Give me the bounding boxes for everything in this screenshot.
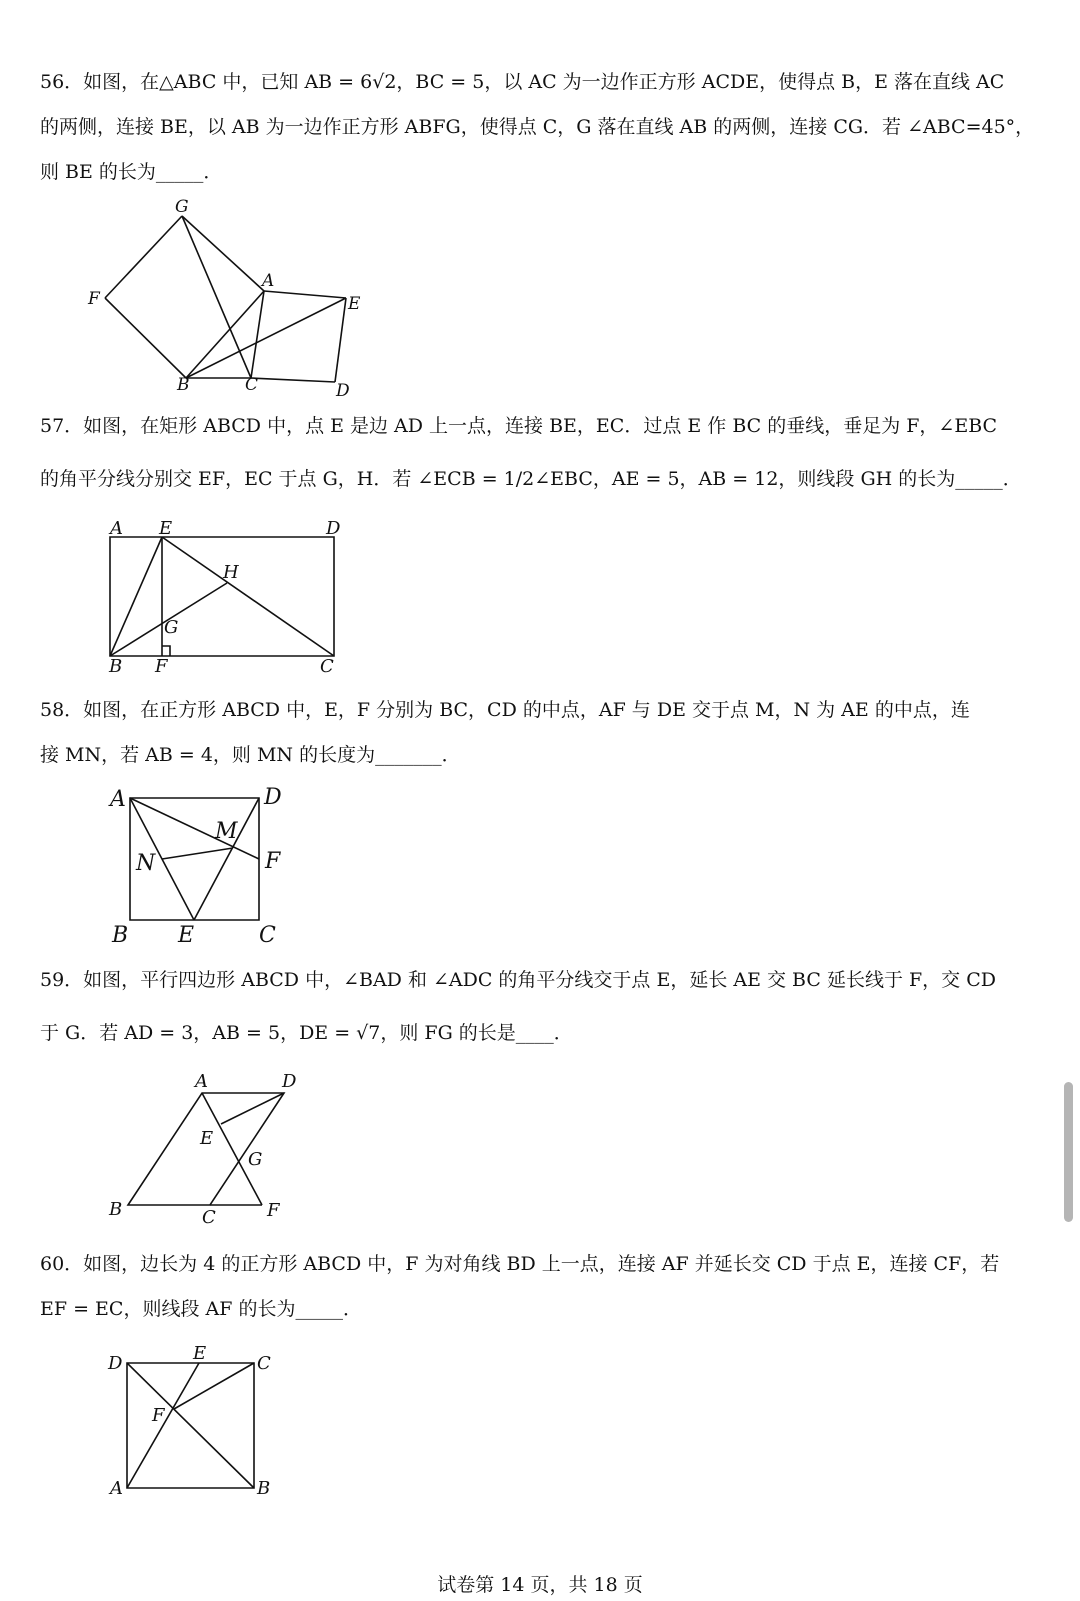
fig58-label-C: C [259, 923, 276, 948]
fig56-label-D: D [336, 381, 350, 401]
vertical-scrollbar[interactable] [1064, 1082, 1073, 1222]
fig60-label-D: D [108, 1353, 123, 1374]
q60-line-1: 60．如图，边长为 4 的正方形 ABCD 中，F 为对角线 BD 上一点，连接 AF 并延长交 CD 于点 E，连接 CF，若 [40, 1253, 1000, 1275]
fig59-label-D: D [282, 1071, 297, 1092]
fig59-label-B: B [109, 1199, 123, 1220]
fig58-label-M: M [215, 819, 238, 844]
fig59-label-A: A [195, 1071, 208, 1092]
q60-line-2: EF = EC，则线段 AF 的长为_____． [40, 1298, 362, 1320]
fig58-label-N: N [136, 851, 156, 876]
q56-line-2: 的两侧，连接 BE，以 AB 为一边作正方形 ABFG，使得点 C，G 落在直线 AB 的两侧，连接 CG．若 ∠ABC=45°， [40, 116, 1035, 138]
fig60-label-C: C [257, 1353, 271, 1374]
fig57-label-F: F [155, 656, 168, 677]
fig57-label-B: B [109, 656, 123, 677]
fig56-label-G: G [175, 197, 189, 217]
fig57-label-A: A [110, 518, 123, 539]
fig58-label-F: F [265, 849, 281, 874]
fig56-label-B: B [177, 375, 190, 395]
fig58-label-A: A [110, 787, 126, 812]
fig59-label-G: G [248, 1149, 263, 1170]
fig57-label-C: C [320, 656, 334, 677]
q58-line-1: 58．如图，在正方形 ABCD 中，E，F 分别为 BC，CD 的中点，AF 与 DE 交于点 M，N 为 AE 的中点，连 [40, 699, 970, 721]
q58-line-2: 接 MN，若 AB = 4，则 MN 的长度为_______． [40, 744, 461, 766]
fig57-label-D: D [326, 518, 341, 539]
fig60-label-F: F [152, 1405, 165, 1426]
page-footer: 试卷第 14 页，共 18 页 [437, 1574, 643, 1596]
q57-line-2: 的角平分线分别交 EF，EC 于点 G，H．若 ∠ECB = 1/2∠EBC，AE = 5，AB = 12，则线段 GH 的长为_____． [40, 468, 1022, 490]
fig59-label-F: F [267, 1200, 280, 1221]
fig60-label-A: A [110, 1478, 123, 1499]
fig57-label-E: E [159, 518, 173, 539]
fig58-label-D: D [264, 785, 282, 810]
q59-line-2: 于 G．若 AD = 3，AB = 5，DE = √7，则 FG 的长是____． [40, 1022, 573, 1044]
q59-line-1: 59．如图，平行四边形 ABCD 中，∠BAD 和 ∠ADC 的角平分线交于点 E，延长 AE 交 BC 延长线于 F，交 CD [40, 969, 996, 991]
fig58-label-E: E [178, 923, 195, 948]
q56-line-1: 56．如图，在△ABC 中，已知 AB = 6√2，BC = 5，以 AC 为一边作正方形 ACDE，使得点 B，E 落在直线 AC [40, 71, 1005, 93]
fig60-label-B: B [257, 1478, 271, 1499]
fig56-label-E: E [348, 294, 361, 314]
fig58-label-B: B [112, 923, 129, 948]
fig57-label-G: G [164, 617, 179, 638]
fig56-label-C: C [245, 375, 259, 395]
fig60-label-E: E [193, 1343, 207, 1364]
fig57-label-H: H [223, 562, 239, 583]
fig59-label-C: C [202, 1207, 216, 1228]
fig56-label-F: F [88, 289, 100, 309]
fig59-label-E: E [200, 1128, 214, 1149]
q56-line-3: 则 BE 的长为_____． [40, 161, 223, 183]
fig56-label-A: A [262, 271, 275, 291]
q57-line-1: 57．如图，在矩形 ABCD 中，点 E 是边 AD 上一点，连接 BE，EC．过点 E 作 BC 的垂线，垂足为 F，∠EBC [40, 415, 998, 437]
